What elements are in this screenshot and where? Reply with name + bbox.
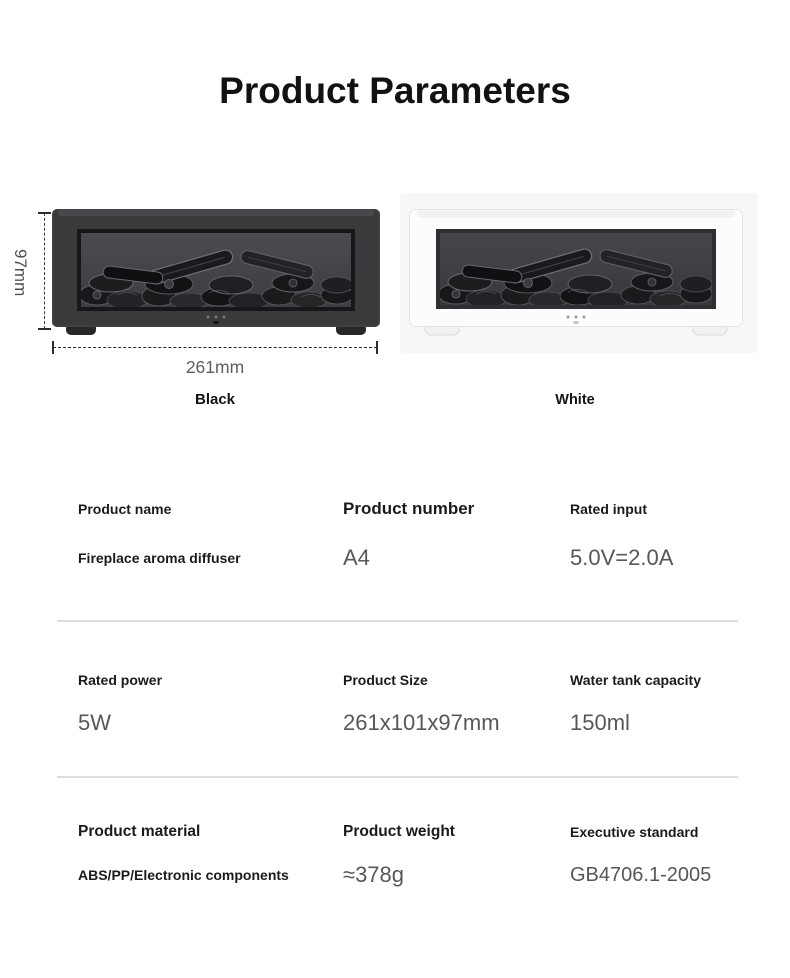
spec-value: GB4706.1-2005 [570,864,712,886]
height-dimension-line [44,213,45,329]
spec-cell-product-number [343,499,474,571]
black-product-caption: Black [194,391,236,408]
height-dimension-label: 97mm [11,249,30,297]
spec-label: Water tank capacity [570,672,701,688]
width-dimension-label: 261mm [185,357,245,377]
spec-cell-executive-standard [570,822,711,888]
spec-cell-product-size [343,670,500,736]
white-product-image [409,203,743,339]
spec-label: Rated power [78,672,163,688]
page-title: Product Parameters [219,70,571,111]
spec-value: ≈378g [343,862,405,887]
width-dimension-cap-left [52,341,54,354]
spec-value: A4 [343,545,370,570]
spec-value: ABS/PP/Electronic components [78,867,289,883]
spec-cell-product-material [78,822,289,888]
black-product-image [52,205,380,339]
height-dimension-cap-top [38,212,51,214]
spec-value: 5W [78,710,111,735]
row-divider [57,620,738,622]
height-dimension-cap-bottom [38,328,51,330]
spec-cell-rated-power [78,670,162,736]
spec-cell-water-tank-capacity [570,670,701,736]
row-divider [57,776,738,778]
width-dimension-cap-right [376,341,378,354]
spec-label: Product Size [343,672,428,688]
spec-value: 150ml [570,710,630,735]
spec-value: 5.0V=2.0A [570,545,674,570]
spec-label: Rated input [570,501,647,517]
width-dimension-line [53,347,377,348]
spec-label: Product name [78,501,172,517]
spec-value: 261x101x97mm [343,710,500,735]
spec-value: Fireplace aroma diffuser [78,550,241,566]
white-product-caption: White [555,392,595,408]
spec-label: Product material [78,823,201,840]
spec-label: Product number [343,499,475,518]
spec-cell-product-weight [343,822,455,888]
spec-label: Product weight [343,823,455,840]
spec-label: Executive standard [570,824,699,840]
spec-cell-product-name [78,499,241,571]
spec-cell-rated-input [570,499,673,571]
